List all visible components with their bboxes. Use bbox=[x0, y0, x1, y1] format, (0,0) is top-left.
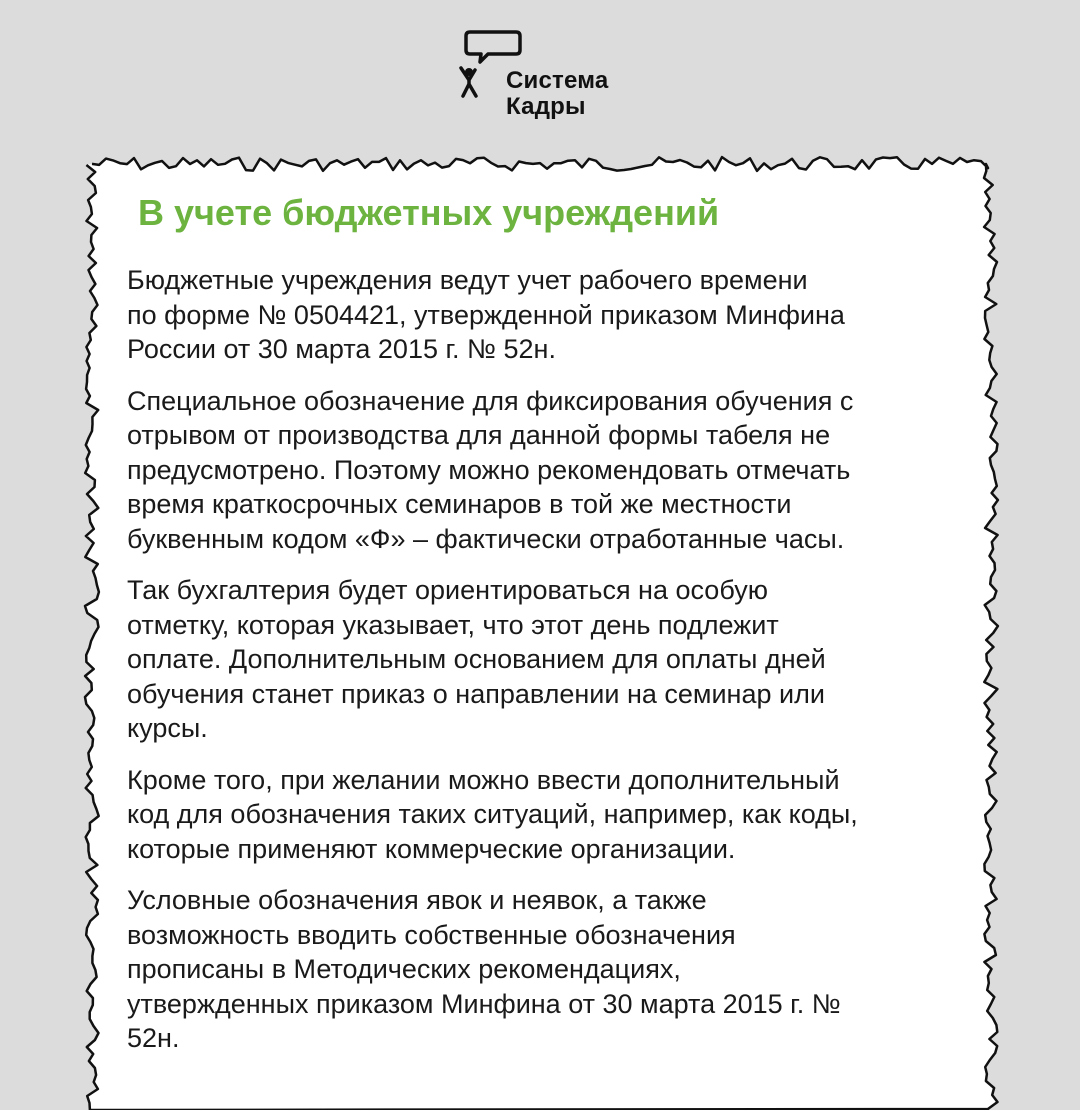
article-body bbox=[127, 263, 967, 1073]
paragraph-line: Кроме того, при желании можно ввести дополнительный bbox=[127, 764, 840, 795]
paragraph-line: время краткосрочных семинаров в той же местности bbox=[127, 489, 792, 519]
paragraph-line: прописаны в Методических рекомендациях, bbox=[127, 954, 681, 984]
torn-paper-card bbox=[78, 150, 1005, 1110]
paragraph-1 bbox=[127, 263, 967, 367]
logo bbox=[458, 28, 638, 123]
paragraph-4 bbox=[127, 763, 967, 867]
paragraph-line: оплате. Дополнительным основанием для оплаты дней bbox=[127, 644, 826, 674]
paragraph-line: Бюджетные учреждения ведут учет рабочего времени bbox=[127, 265, 808, 295]
paragraph-line: отрывом от производства для данной формы табеля не bbox=[127, 420, 831, 450]
logo-line-1: Система bbox=[506, 67, 609, 94]
paragraph-line: отметку, которая указывает, что этот день подлежит bbox=[127, 609, 779, 640]
paragraph-3 bbox=[127, 573, 967, 746]
paragraph-line: России от 30 марта 2015 г. № 52н. bbox=[127, 334, 556, 364]
paragraph-line: обучения станет приказ о направлении на семинар или bbox=[127, 678, 825, 709]
paragraph-line: предусмотрено. Поэтому можно рекомендовать отмечать bbox=[127, 454, 851, 485]
paragraph-line: код для обозначения таких ситуаций, например, как коды, bbox=[127, 799, 858, 829]
paragraph-line: Так бухгалтерия будет ориентироваться на особую bbox=[127, 575, 768, 605]
paragraph-line: 52н. bbox=[127, 1023, 180, 1053]
paragraph-5 bbox=[127, 883, 967, 1056]
paragraph-line: утвержденных приказом Минфина от 30 марта 2015 г. № bbox=[127, 988, 841, 1019]
paragraph-line: по форме № 0504421, утвержденной приказом Минфина bbox=[127, 299, 845, 330]
paragraph-line: буквенным кодом «Ф» – фактически отработанные часы. bbox=[127, 523, 845, 554]
paragraph-2 bbox=[127, 384, 967, 557]
paragraph-line: возможность вводить собственные обозначения bbox=[127, 919, 736, 950]
page-title: В учете бюджетных учреждений bbox=[138, 192, 720, 233]
paragraph-line: Специальное обозначение для фиксирования обучения с bbox=[127, 385, 854, 416]
paragraph-line: Условные обозначения явок и неявок, а также bbox=[127, 885, 707, 915]
paragraph-line: которые применяют коммерческие организации. bbox=[127, 833, 736, 864]
logo-text bbox=[506, 68, 608, 120]
logo-line-2: Кадры bbox=[506, 93, 586, 120]
paragraph-line: курсы. bbox=[127, 713, 208, 743]
